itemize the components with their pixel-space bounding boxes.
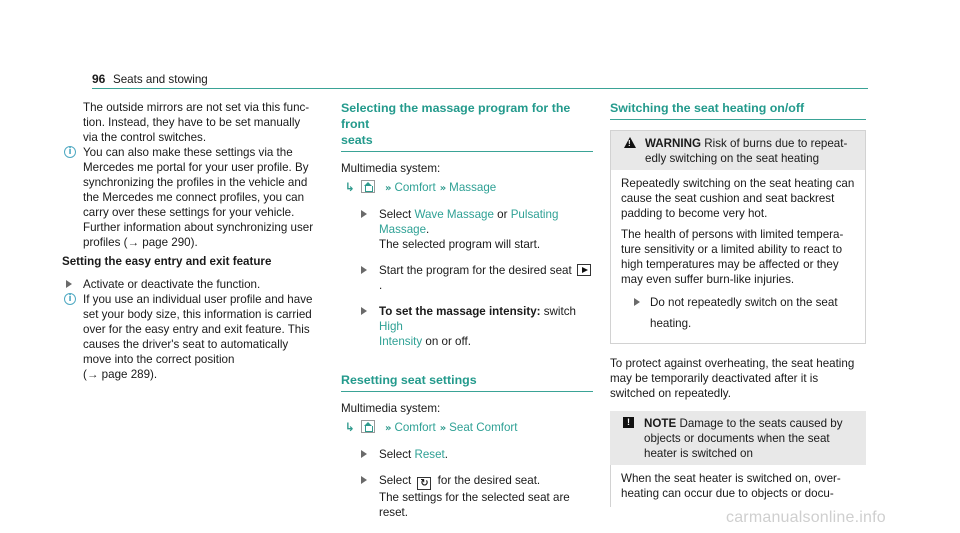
menu-comfort[interactable]: Comfort xyxy=(394,421,436,434)
seat-heating-section-title: Switching the seat heating on/off xyxy=(610,100,866,120)
step-arrow-icon xyxy=(361,450,367,458)
step-activate: Activate or deactivate the function. xyxy=(62,277,326,292)
option-wave-massage[interactable]: Wave Massage xyxy=(414,208,494,221)
warning-triangle-icon xyxy=(624,137,636,148)
page-link[interactable]: (→ page 289). xyxy=(83,368,158,381)
menu-seat-comfort[interactable]: Seat Comfort xyxy=(449,421,518,434)
play-button-icon[interactable] xyxy=(577,264,591,276)
path-hook-icon: ↳ xyxy=(345,420,355,434)
multimedia-label: Multimedia system: xyxy=(341,402,441,415)
step-massage-intensity: To set the massage intensity: switch High Intensity on or off. xyxy=(341,304,593,349)
step-select-program: Select Wave Massage or Pulsating Massage. The selected program will start. xyxy=(341,207,593,252)
menu-massage[interactable]: Massage xyxy=(449,181,497,194)
step-start-program: Start the program for the desired seat . xyxy=(341,263,593,293)
multimedia-label: Multimedia system: xyxy=(341,162,441,175)
step-arrow-icon xyxy=(634,298,640,306)
page-header xyxy=(92,72,868,89)
step-select-seat: Select ↻ for the desired seat. The settings for the selected seat are reset. xyxy=(341,473,593,520)
watermark: carmanualsonline.info xyxy=(726,509,886,526)
mirrors-paragraph: The outside mirrors are not set via this func- tion. Instead, they have to be set manually via the control switches. xyxy=(83,101,310,144)
page-section-title: Seats and stowing xyxy=(113,73,208,86)
info-note-body-size: i If you use an individual user profile and have set your body size, this information is carried over for the easy entry and exit feature. This causes the driver's seat to automatically move into the correct position (→ page 289). xyxy=(62,292,326,382)
warning-step: Do not repeatedly switch on the seat heating. xyxy=(621,295,855,331)
note-exclamation-icon: ! xyxy=(623,417,634,428)
warning-paragraph-1: Repeatedly switching on the seat heating can cause the seat cushion and seat backrest padding to become very hot. xyxy=(621,177,855,220)
chevron-icon: » xyxy=(385,183,392,194)
note-box xyxy=(610,411,866,507)
option-intensity[interactable]: Intensity xyxy=(379,335,423,348)
menu-path-seat-comfort xyxy=(341,420,593,436)
step-arrow-icon xyxy=(361,476,367,484)
step-arrow-icon xyxy=(66,280,72,288)
massage-section-title: Selecting the massage program for the front seats xyxy=(341,100,593,152)
warning-header: ! WARNING Risk of burns due to repeat- edly switching on the seat heating xyxy=(611,131,865,170)
info-icon: i xyxy=(64,146,76,158)
path-hook-icon: ↳ xyxy=(345,180,355,194)
home-icon[interactable] xyxy=(361,180,375,193)
menu-path-massage xyxy=(341,180,593,196)
note-header: ! NOTE Damage to the seats caused by objects or documents when the seat heater is switched on xyxy=(610,411,866,465)
easy-entry-heading: Setting the easy entry and exit feature xyxy=(62,255,272,268)
column-2 xyxy=(341,100,593,520)
column-1 xyxy=(62,100,326,382)
chevron-icon: » xyxy=(385,423,392,434)
note-body: When the seat heater is switched on, over- heating can occur due to objects or docu- xyxy=(610,465,866,507)
page-link[interactable]: profiles (→ page 290). xyxy=(83,236,198,249)
home-icon[interactable] xyxy=(361,420,375,433)
column-3 xyxy=(610,100,866,507)
step-select-reset: Select Reset. xyxy=(341,447,593,462)
seat-icon[interactable]: ↻ xyxy=(417,477,431,490)
step-arrow-icon xyxy=(361,266,367,274)
warning-paragraph-2: The health of persons with limited tempera- ture sensitivity or a limited ability to react to high temperatures may be affected or they may even suffer burn-like injuries. xyxy=(621,228,844,286)
chevron-icon: » xyxy=(439,183,447,194)
warning-box xyxy=(610,130,866,344)
option-reset[interactable]: Reset xyxy=(414,448,445,461)
step-arrow-icon xyxy=(361,210,367,218)
option-pulsating-massage[interactable]: Pulsating Massage xyxy=(379,208,559,236)
info-note-profile: i You can also make these settings via the Mercedes me portal for your user profile. By synchronizing the profiles in the vehicle and the Mercedes me connect profiles, you can carry over these settings for your vehicle. Further information about synchronizing user profiles (→ page 290). xyxy=(62,145,326,250)
reset-section-title: Resetting seat settings xyxy=(341,372,593,392)
warning-body xyxy=(611,170,865,343)
menu-comfort[interactable]: Comfort xyxy=(394,181,436,194)
overheating-paragraph: To protect against overheating, the seat heating may be temporarily deactivated after it is switched on repeatedly. xyxy=(610,357,855,400)
page-number: 96 xyxy=(92,72,106,86)
chevron-icon: » xyxy=(439,423,447,434)
info-icon: i xyxy=(64,293,76,305)
option-high[interactable]: High xyxy=(379,320,403,333)
step-arrow-icon xyxy=(361,307,367,315)
